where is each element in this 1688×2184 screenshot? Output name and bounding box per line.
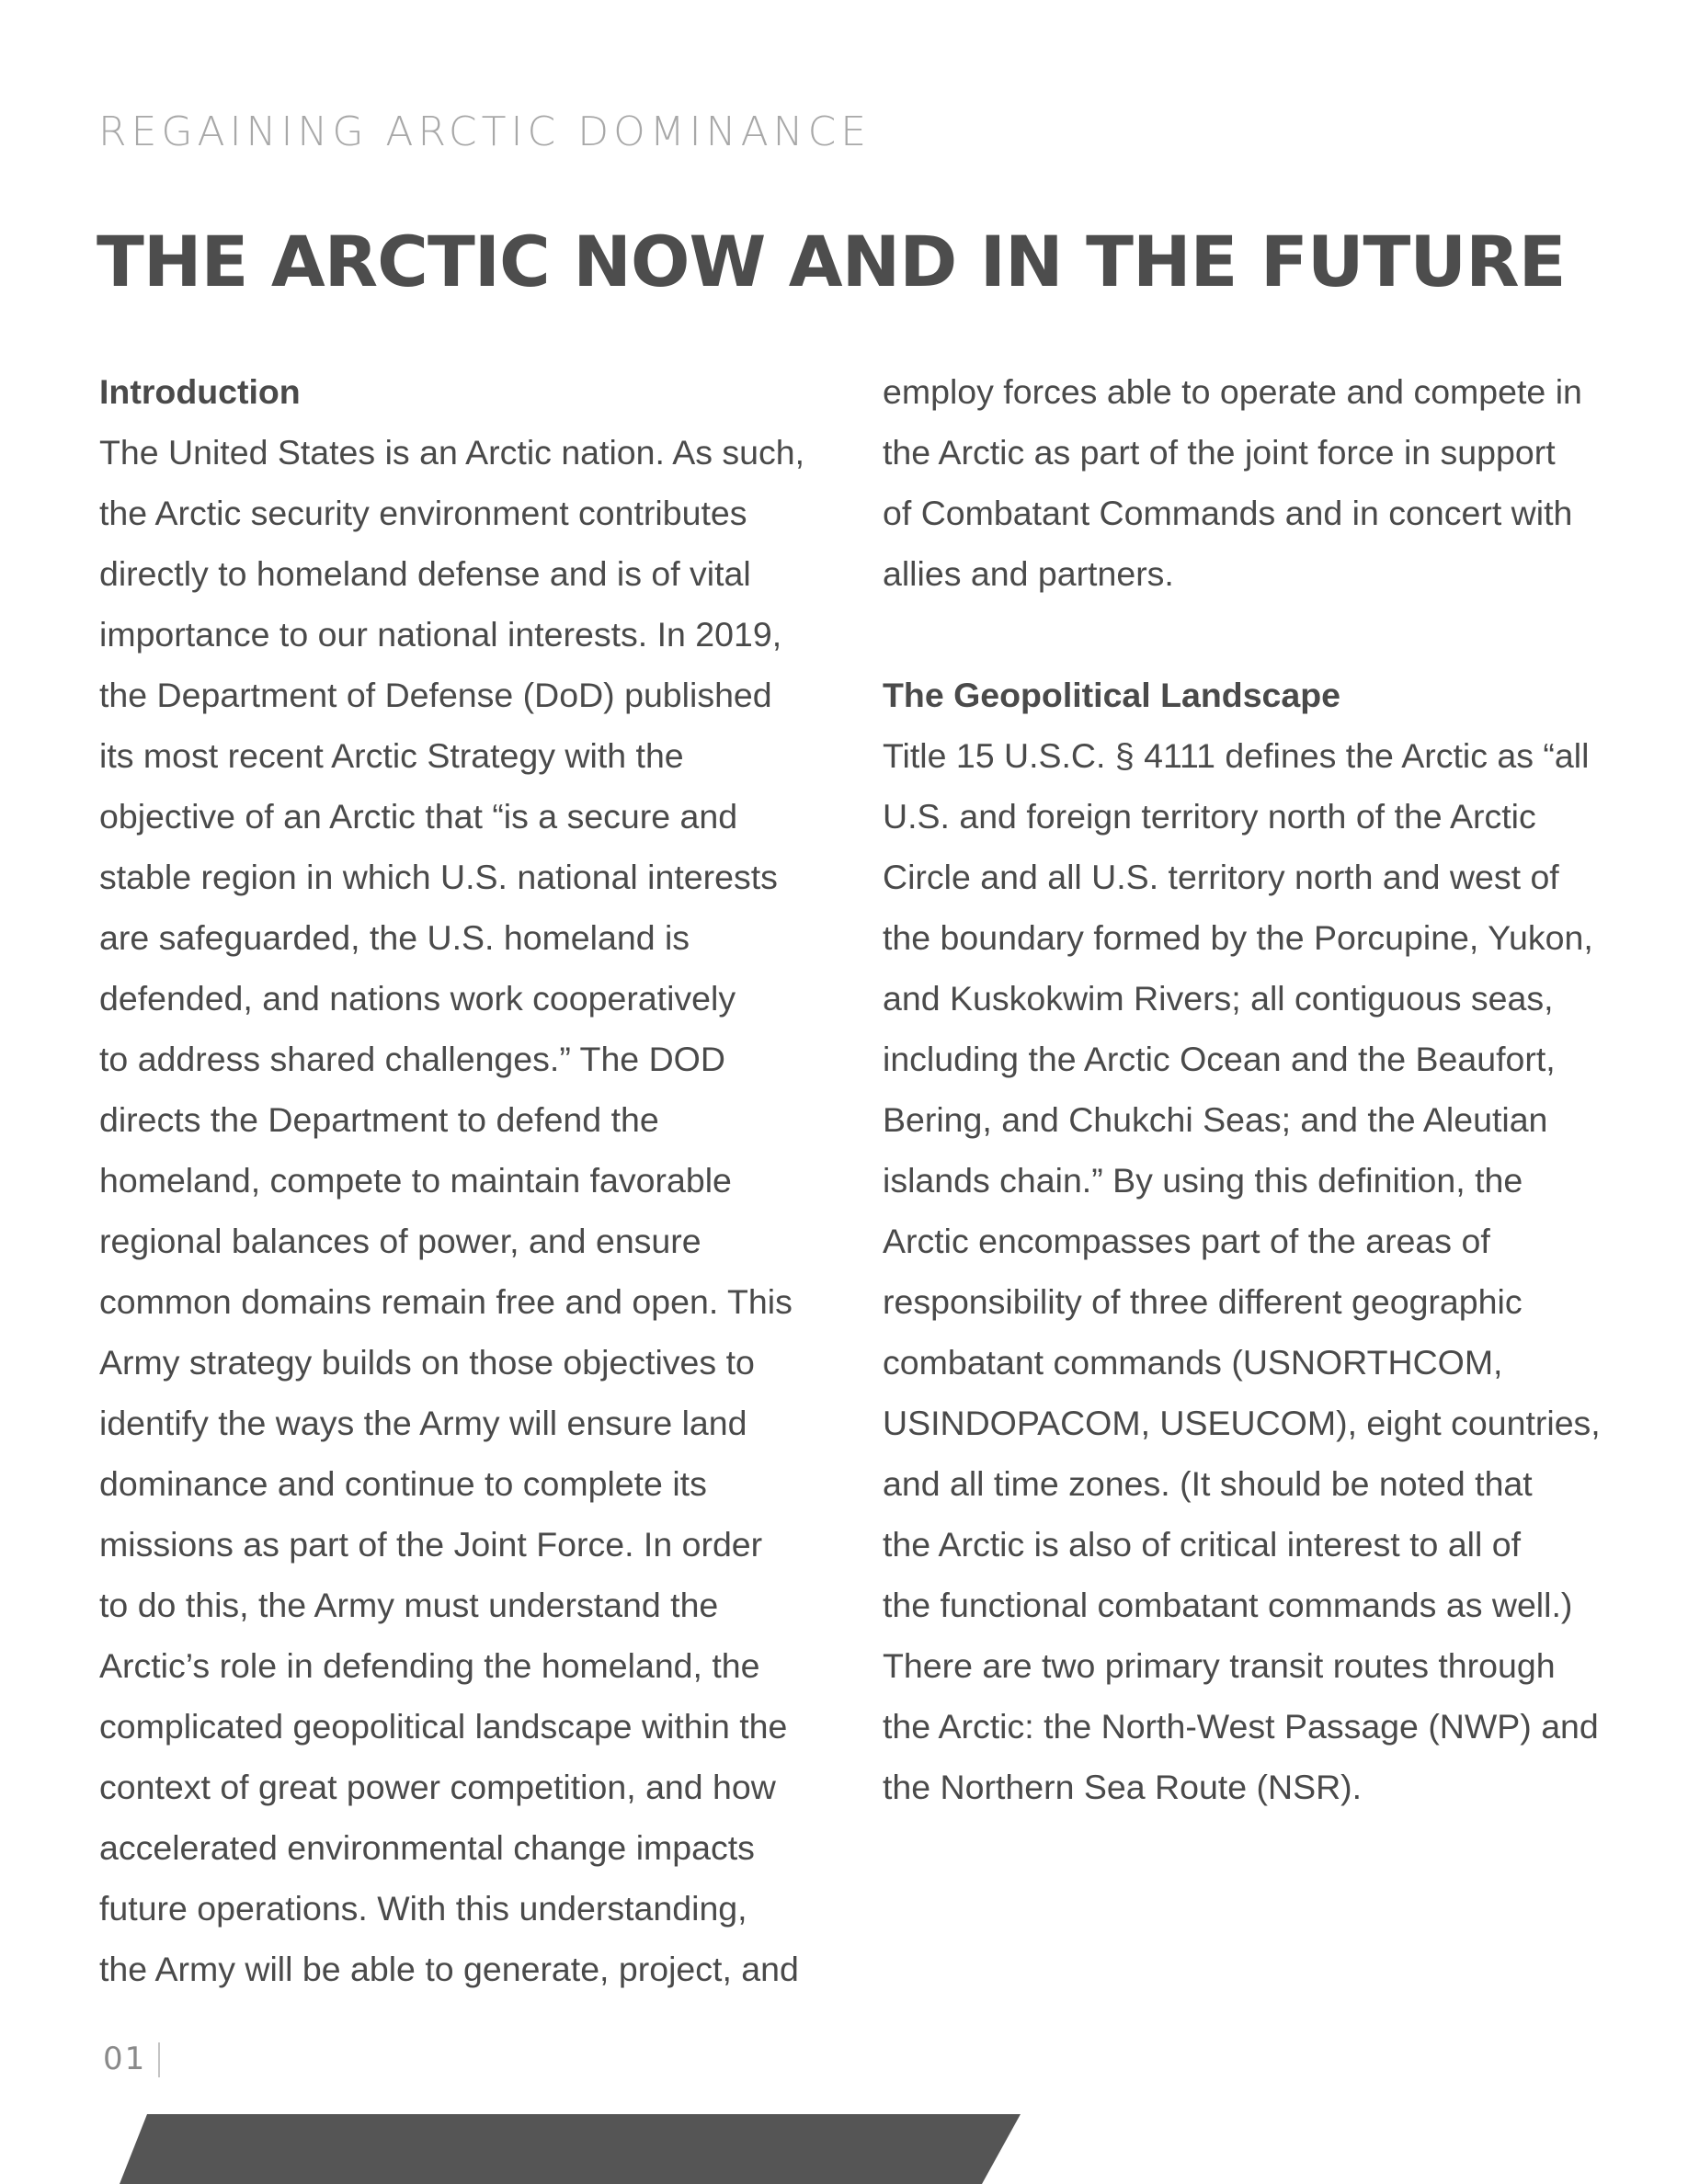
text-line: U.S. and foreign territory north of the Arctic (883, 797, 1536, 836)
right-column (883, 361, 1600, 1817)
section-heading-geopolitical-landscape: The Geopolitical Landscape (883, 676, 1341, 714)
text-line: homeland, compete to maintain favorable (99, 1161, 732, 1200)
text-line: Circle and all U.S. territory north and west of (883, 858, 1559, 896)
text-line: importance to our national interests. In 2019, (99, 615, 782, 654)
text-line: the Arctic as part of the joint force in support (883, 433, 1556, 472)
running-header: REGAINING ARCTIC DOMINANCE (98, 108, 872, 155)
text-line: the Department of Defense (DoD) published (99, 676, 772, 714)
text-line: and all time zones. (It should be noted that (883, 1464, 1533, 1503)
text-line: Bering, and Chukchi Seas; and the Aleutian (883, 1100, 1548, 1139)
text-line: the Northern Sea Route (NSR). (883, 1768, 1363, 1806)
text-line: combatant commands (USNORTHCOM, (883, 1343, 1503, 1382)
geopolitical-body (883, 725, 1600, 1817)
text-line: islands chain.” By using this definition, the (883, 1161, 1523, 1200)
text-line: complicated geopolitical landscape within the (99, 1707, 788, 1746)
text-line: directly to homeland defense and is of vital (99, 554, 751, 593)
footer-band (0, 2114, 1688, 2184)
text-line: the functional combatant commands as well.) (883, 1586, 1573, 1624)
text-line: of Combatant Commands and in concert with (883, 494, 1573, 532)
text-line: the Arctic security environment contributes (99, 494, 747, 532)
text-line: the Army will be able to generate, project, and (99, 1950, 799, 1988)
text-line: objective of an Arctic that “is a secure and (99, 797, 738, 836)
page-title: THE ARCTIC NOW AND IN THE FUTURE (97, 221, 1566, 302)
text-line: accelerated environmental change impacts (99, 1828, 755, 1867)
text-line: the Arctic: the North-West Passage (NWP) and (883, 1707, 1599, 1746)
text-line: future operations. With this understanding, (99, 1889, 747, 1928)
text-line: The United States is an Arctic nation. As such, (99, 433, 805, 472)
page-number: 01 (103, 2041, 147, 2077)
text-line: There are two primary transit routes through (883, 1646, 1556, 1685)
section-heading-introduction: Introduction (99, 372, 301, 411)
text-line: the boundary formed by the Porcupine, Yukon, (883, 918, 1593, 957)
text-line: regional balances of power, and ensure (99, 1222, 701, 1260)
text-line: common domains remain free and open. This (99, 1282, 793, 1321)
paragraph-gap (883, 604, 1600, 665)
text-line: directs the Department to defend the (99, 1100, 659, 1139)
text-line: dominance and continue to complete its (99, 1464, 707, 1503)
text-line: USINDOPACOM, USEUCOM), eight countries, (883, 1404, 1601, 1442)
text-line: allies and partners. (883, 554, 1174, 593)
page-number-divider (158, 2042, 160, 2077)
text-line: employ forces able to operate and compete in (883, 372, 1582, 411)
left-column (99, 361, 816, 1999)
footer-band-shape (120, 2114, 1021, 2184)
introduction-body (99, 422, 816, 1999)
text-line: including the Arctic Ocean and the Beaufort, (883, 1040, 1556, 1078)
text-line: defended, and nations work cooperatively (99, 979, 736, 1018)
text-line: its most recent Arctic Strategy with the (99, 736, 684, 775)
text-line: Arctic’s role in defending the homeland, the (99, 1646, 760, 1685)
text-line: responsibility of three different geographic (883, 1282, 1523, 1321)
text-line: the Arctic is also of critical interest to all of (883, 1525, 1522, 1564)
text-line: to address shared challenges.” The DOD (99, 1040, 725, 1078)
text-line: stable region in which U.S. national interests (99, 858, 778, 896)
text-line: Army strategy builds on those objectives to (99, 1343, 755, 1382)
text-line: Title 15 U.S.C. § 4111 defines the Arctic as “all (883, 736, 1590, 775)
text-line: context of great power competition, and how (99, 1768, 776, 1806)
text-line: Arctic encompasses part of the areas of (883, 1222, 1490, 1260)
text-line: to do this, the Army must understand the (99, 1586, 719, 1624)
text-line: and Kuskokwim Rivers; all contiguous seas, (883, 979, 1554, 1018)
text-line: are safeguarded, the U.S. homeland is (99, 918, 690, 957)
introduction-continued (883, 361, 1600, 604)
text-line: missions as part of the Joint Force. In order (99, 1525, 763, 1564)
text-line: identify the ways the Army will ensure land (99, 1404, 747, 1442)
